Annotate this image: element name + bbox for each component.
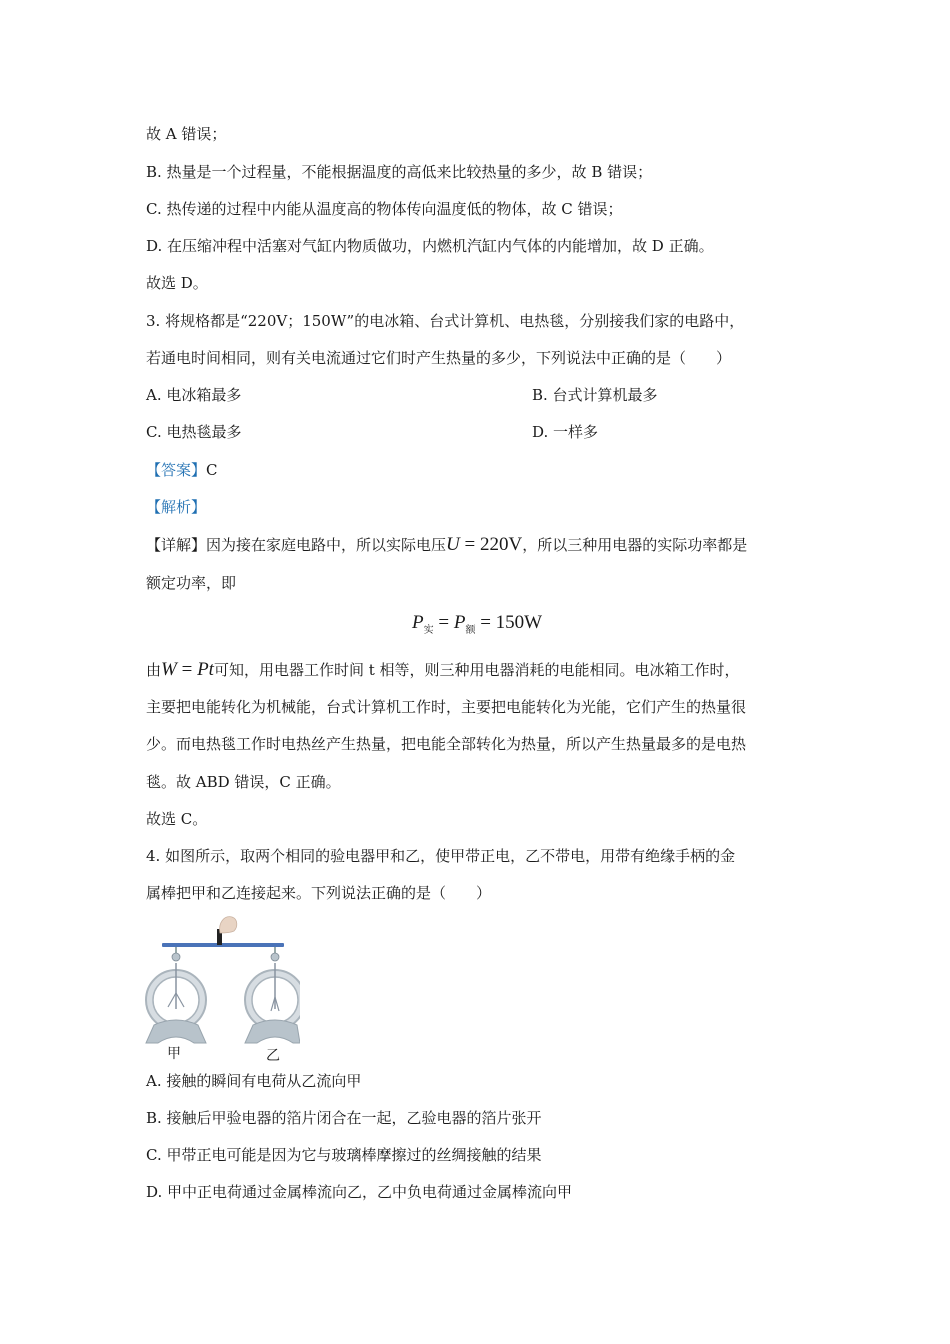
question-3-option-a: A. 电冰箱最多 xyxy=(146,386,242,404)
question-3-stem: 若通电时间相同，则有关电流通过它们时产生热量的多少，下列说法中正确的是（ ） xyxy=(146,349,732,367)
detail-line: 少。而电热毯工作时电热丝产生热量，把电能全部转化为热量，所以产生热量最多的是电热 xyxy=(146,735,747,753)
detail-line xyxy=(146,535,747,555)
answer-value: C xyxy=(206,461,218,479)
energy-formula: W = Pt xyxy=(161,659,214,680)
text-line: C. 热传递的过程中内能从温度高的物体传向温度低的物体，故 C 错误； xyxy=(146,200,623,218)
electroscope-left xyxy=(146,947,206,1043)
question-3-option-d: D. 一样多 xyxy=(532,423,599,441)
electroscope-diagram xyxy=(140,905,300,1065)
question-4-option-d: D. 甲中正电荷通过金属棒流向乙，乙中负电荷通过金属棒流向甲 xyxy=(146,1183,573,1201)
detail-text: 因为接在家庭电路中，所以实际电压 xyxy=(206,536,447,554)
question-4-stem: 属棒把甲和乙连接起来。下列说法正确的是（ ） xyxy=(146,884,492,902)
detail-tag: 【详解】 xyxy=(146,536,207,554)
power-formula: $P_实 = P_额 = 150W$ xyxy=(412,612,543,636)
electroscope-figure xyxy=(140,905,300,1065)
answer-line xyxy=(146,460,218,480)
answer-tag: 【答案】 xyxy=(146,461,207,479)
hand-icon xyxy=(220,917,237,933)
question-4-option-c: C. 甲带正电可能是因为它与玻璃棒摩擦过的丝绸接触的结果 xyxy=(146,1146,542,1164)
question-4-option-a: A. 接触的瞬间有电荷从乙流向甲 xyxy=(146,1072,362,1090)
detail-text: ，所以三种用电器的实际功率都是 xyxy=(522,536,748,554)
text-line: D. 在压缩冲程中活塞对气缸内物质做功，内燃机汽缸内气体的内能增加，故 D 正确。 xyxy=(146,237,714,255)
question-4-option-b: B. 接触后甲验电器的箔片闭合在一起，乙验电器的箔片张开 xyxy=(146,1109,542,1127)
metal-rod xyxy=(162,943,284,947)
question-3-stem: 3. 将规格都是“220V；150W”的电冰箱、台式计算机、电热毯，分别接我们家的电路中， xyxy=(146,312,745,330)
voltage-formula: U = 220V xyxy=(446,534,523,555)
detail-line: 毯。故 ABD 错误，C 正确。 xyxy=(146,773,341,791)
question-3-option-c: C. 电热毯最多 xyxy=(146,423,242,441)
text-line: 故选 D。 xyxy=(146,274,208,292)
detail-line: 由W = Pt可知，用电器工作时间 t 相等，则三种用电器消耗的电能相同。电冰箱工作时， xyxy=(146,659,740,680)
analysis-tag: 【解析】 xyxy=(146,498,207,516)
question-3-option-b: B. 台式计算机最多 xyxy=(532,386,658,404)
conclusion-line: 故选 C。 xyxy=(146,810,208,828)
detail-line: 主要把电能转化为机械能，台式计算机工作时，主要把电能转化为光能，它们产生的热量很 xyxy=(146,698,747,716)
electroscope-right xyxy=(245,947,300,1043)
figure-label-left: 甲 xyxy=(167,1046,181,1062)
text-line: B. 热量是一个过程量，不能根据温度的高低来比较热量的多少，故 B 错误； xyxy=(146,163,653,181)
question-4-stem: 4. 如图所示，取两个相同的验电器甲和乙，使甲带正电，乙不带电，用带有绝缘手柄的金 xyxy=(146,847,736,865)
detail-line: 额定功率，即 xyxy=(146,574,237,592)
text-line: 故 A 错误； xyxy=(146,125,227,143)
figure-label-right: 乙 xyxy=(266,1048,280,1064)
